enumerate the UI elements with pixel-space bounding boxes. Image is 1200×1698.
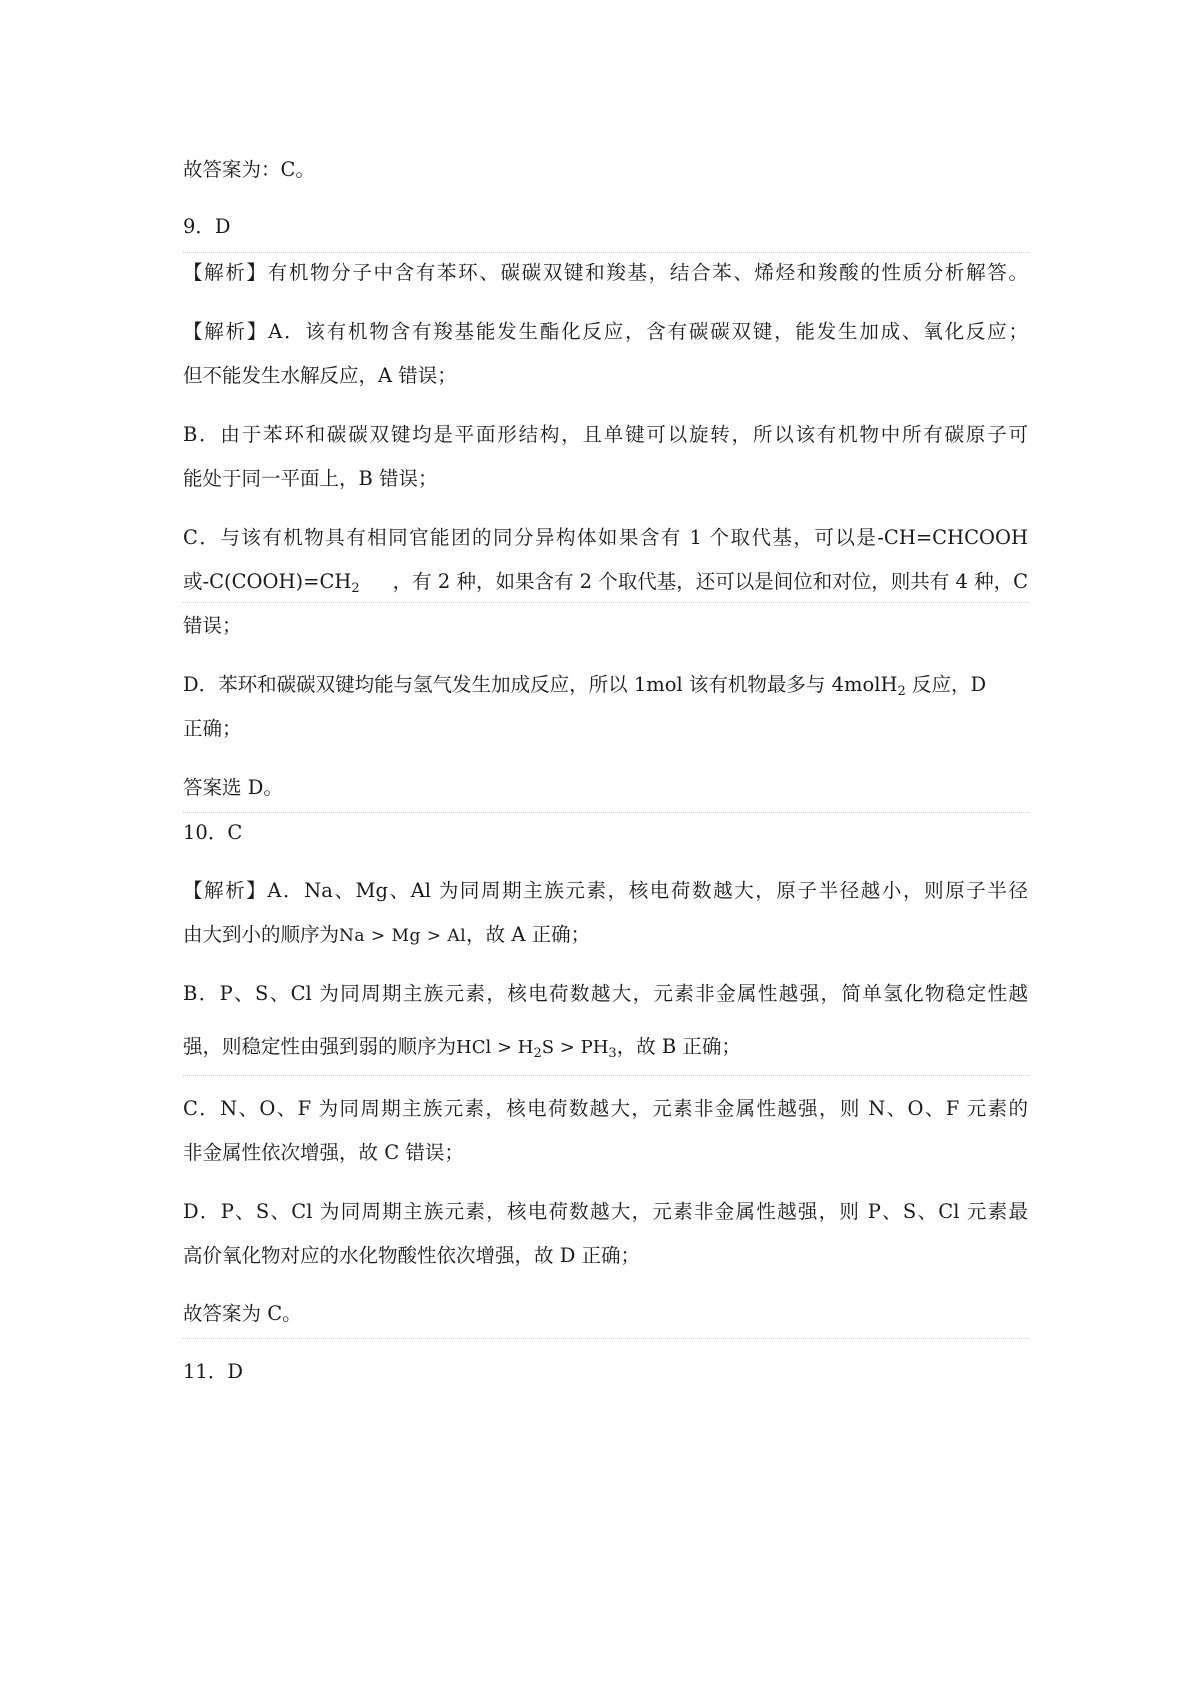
explanation-line: 强，则稳定性由强到弱的顺序为HCl > $H_2S > PH_3$，故 B 正确； <box>183 1035 741 1061</box>
answer-line-8: 故答案为：C。 <box>183 158 315 181</box>
explanation-line: 但不能发生水解反应，A 错误； <box>183 364 457 387</box>
answer-line-10: 故答案为 C。 <box>183 1302 302 1325</box>
analysis-line: 【解析】有机物分子中含有苯环、碳碳双键和羧基，结合苯、烯烃和羧酸的性质分析解答。 <box>183 261 1028 284</box>
explanation-line: 正确； <box>183 717 242 740</box>
question-9-answer: 9．D <box>183 215 231 238</box>
explanation-text: ，有 2 种，如果含有 2 个取代基，还可以是间位和对位，则共有 4 种，C <box>392 570 1028 593</box>
separator <box>183 1075 1028 1076</box>
separator <box>183 602 1028 603</box>
question-10-answer: 10．C <box>183 821 243 844</box>
explanation-line: B．由于苯环和碳碳双键均是平面形结构，且单键可以旋转，所以该有机物中所有碳原子可 <box>183 423 1028 446</box>
explanation-text: D．苯环和碳碳双键均能与氢气发生加成反应，所以 1mol 该有机物最多与 4molH$_2$ 反应，D <box>183 673 987 699</box>
explanation-line: C．N、O、F 为同周期主族元素，核电荷数越大，元素非金属性越强，则 N、O、F 元素的 <box>183 1097 1028 1120</box>
explanation-line: 非金属性依次增强，故 C 错误； <box>183 1141 464 1164</box>
explanation-line: 【解析】A．Na、Mg、Al 为同周期主族元素，核电荷数越大，原子半径越小，则原子半径 <box>183 879 1028 902</box>
explanation-line: 错误； <box>183 614 242 637</box>
separator <box>183 1338 1028 1339</box>
explanation-line <box>183 671 1028 699</box>
explanation-line <box>183 568 1028 596</box>
explanation-line: B．P、S、Cl 为同周期主族元素，核电荷数越大，元素非金属性越强，简单氢化物稳定性越 <box>183 982 1028 1005</box>
explanation-line: 由大到小的顺序为Na > Mg > Al，故 A 正确； <box>183 923 591 946</box>
explanation-line: C．与该有机物具有相同官能团的同分异构体如果含有 1 个取代基，可以是-CH=CHCOOH <box>183 526 1028 549</box>
explanation-line: 高价氧化物对应的水化物酸性依次增强，故 D 正确； <box>183 1244 641 1267</box>
question-11-answer: 11．D <box>183 1360 243 1383</box>
separator <box>183 812 1028 813</box>
formula-text: 或$-C(COOH)=CH_2$ <box>183 570 360 596</box>
formula-text: HCl > $H_2S > PH_3$ <box>456 1037 617 1061</box>
answer-line-9: 答案选 D。 <box>183 776 283 799</box>
separator <box>183 252 1028 253</box>
formula-text: Na > Mg > Al <box>339 926 467 946</box>
explanation-line: 能处于同一平面上，B 错误； <box>183 467 438 490</box>
explanation-line: 【解析】A．该有机物含有羧基能发生酯化反应，含有碳碳双键，能发生加成、氧化反应； <box>183 320 1028 343</box>
explanation-line: D．P、S、Cl 为同周期主族元素，核电荷数越大，元素非金属性越强，则 P、S、Cl 元素最 <box>183 1200 1028 1223</box>
